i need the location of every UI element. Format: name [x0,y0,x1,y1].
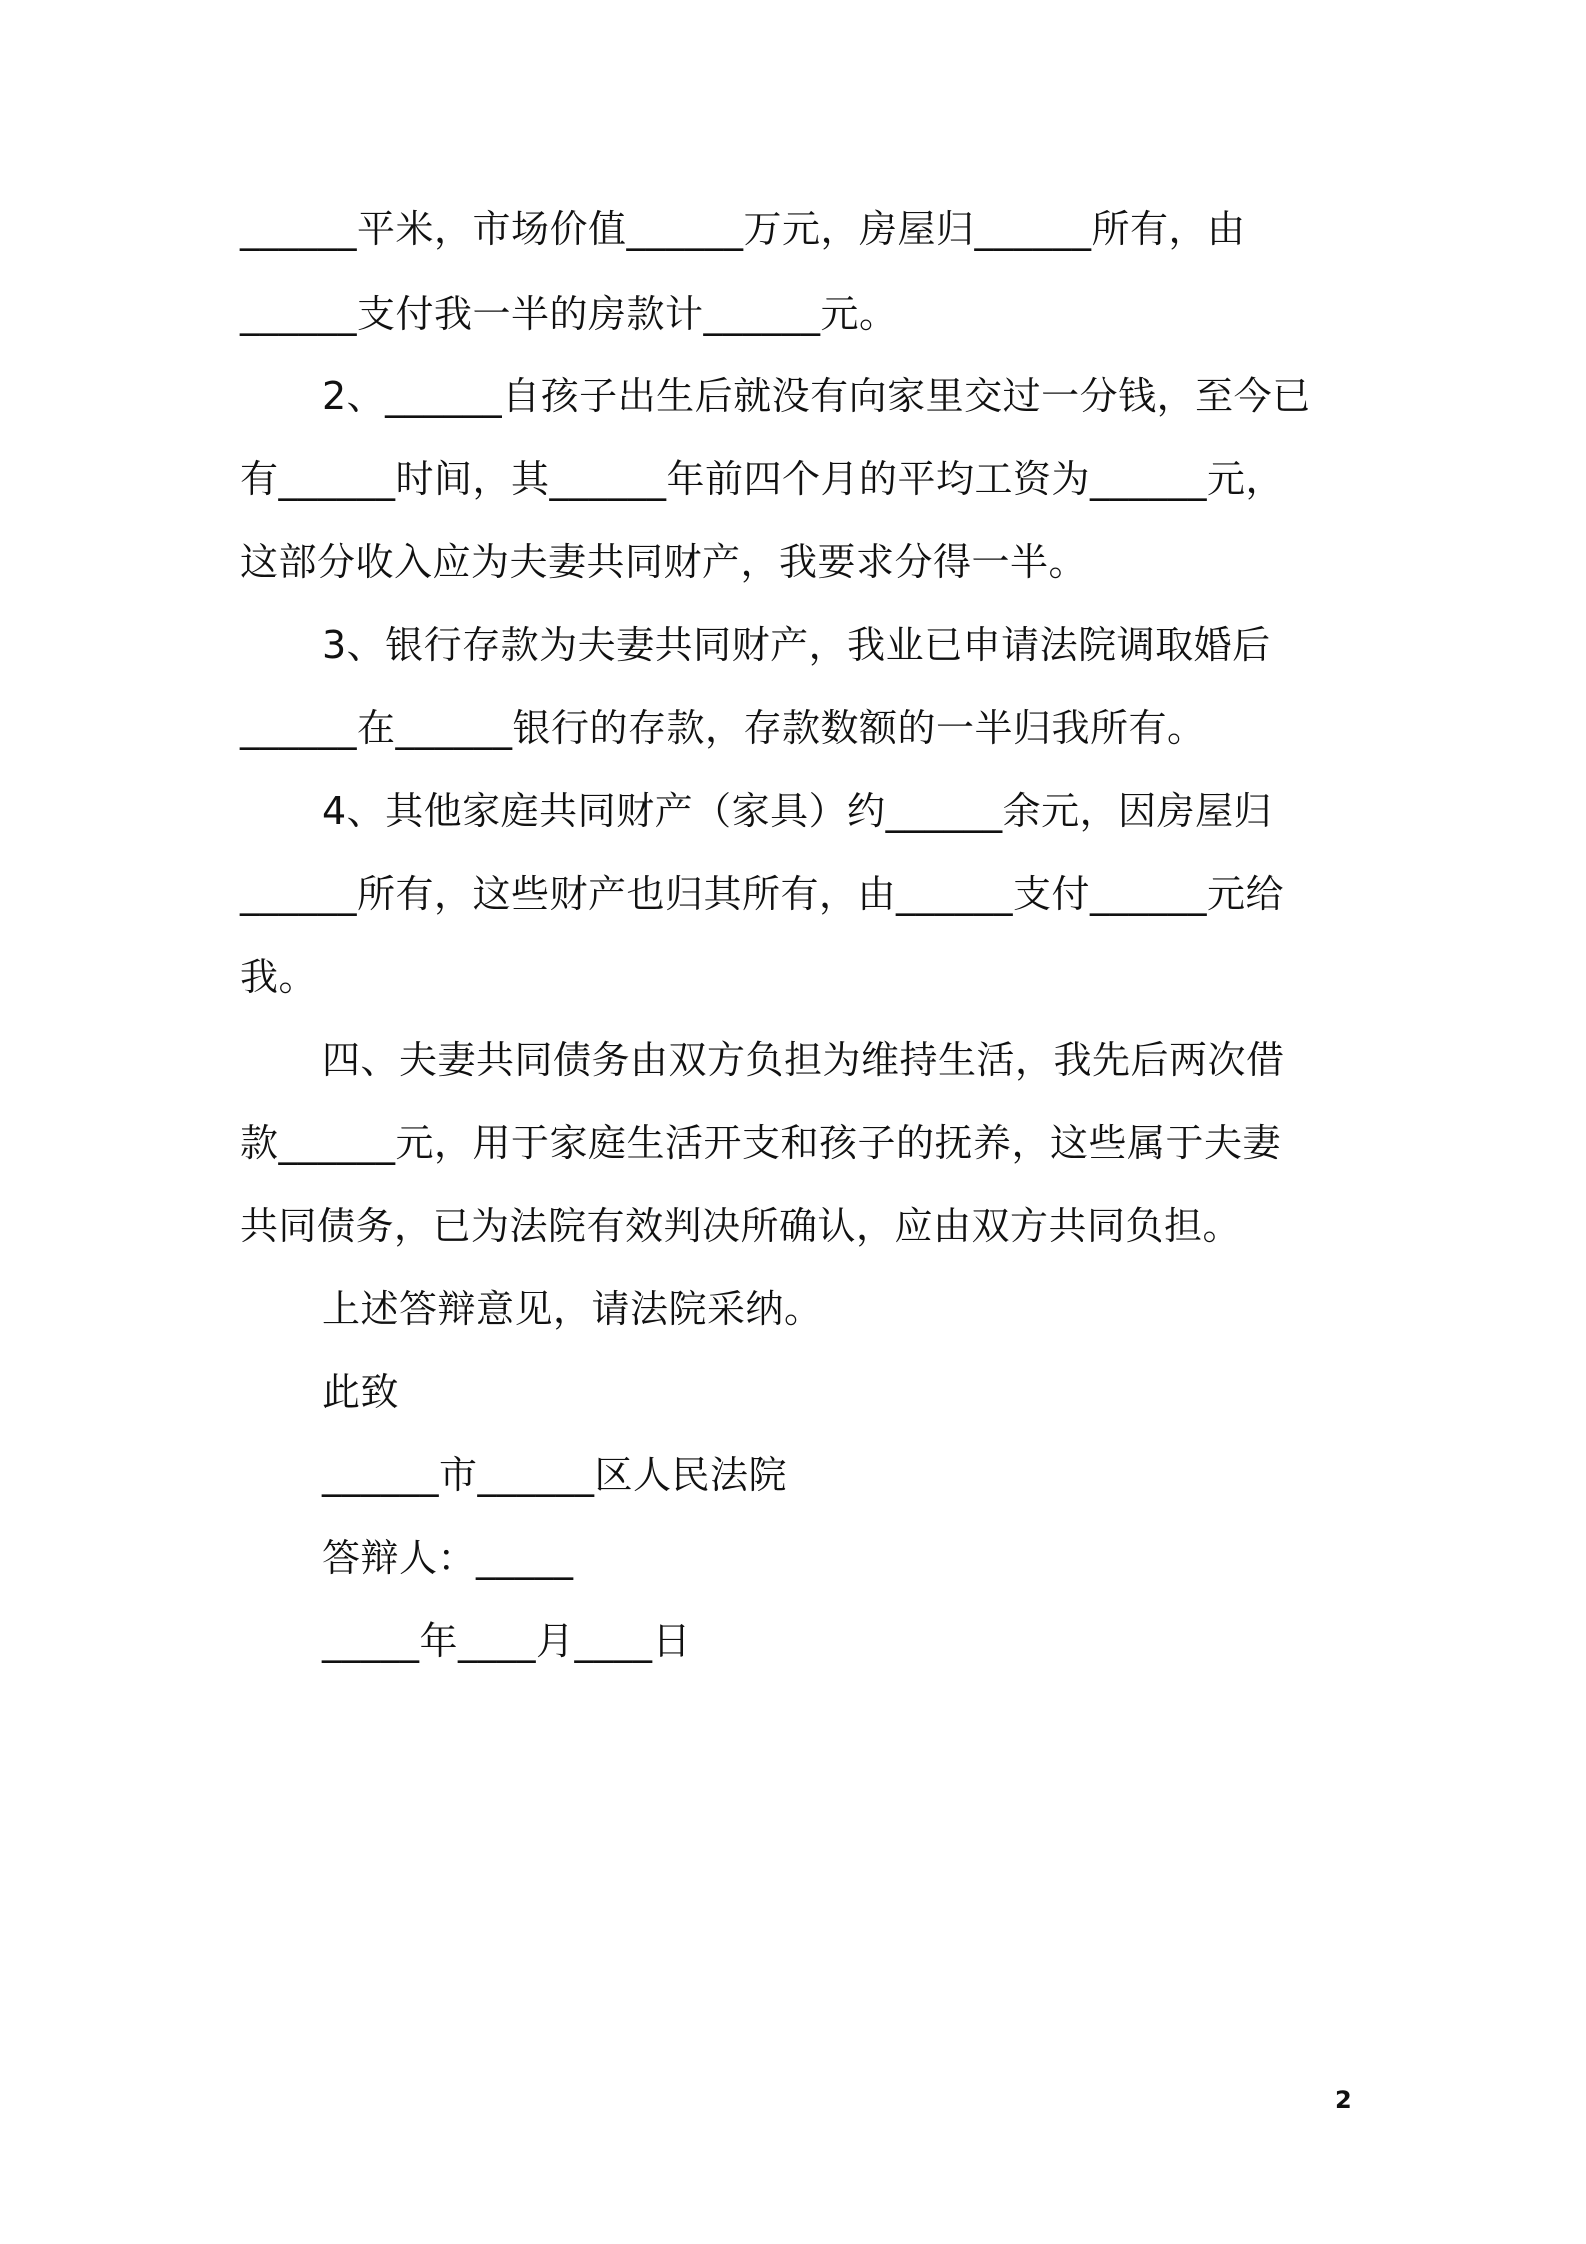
text-line: ______支付我一半的房款计______元。 [240,292,898,336]
text-line: 上述答辩意见，请法院采纳。 [322,1287,823,1331]
text-line: 2、______自孩子出生后就没有向家里交过一分钱，至今已 [322,374,1311,418]
text-line: 我。 [240,955,318,999]
text-line: ______所有，这些财产也归其所有，由______支付______元给 [240,872,1285,916]
salutation: 此致 [322,1370,400,1414]
text-line: 四、夫妻共同债务由双方负担为维持生活，我先后两次借 [322,1038,1285,1082]
respondent-signature: 答辩人：_____ [322,1536,574,1580]
text-line: 4、其他家庭共同财产（家具）约______余元，因房屋归 [322,789,1273,833]
text-line: 共同债务，已为法院有效判决所确认，应由双方共同负担。 [240,1204,1242,1248]
text-line: 有______时间，其______年前四个月的平均工资为______元， [240,457,1285,501]
date-line: _____年____月____日 [322,1619,692,1663]
text-line: ______平米，市场价值______万元，房屋归______所有，由 [240,207,1246,251]
text-line: 3、银行存款为夫妻共同财产，我业已申请法院调取婚后 [322,623,1271,667]
page-number: 2 [1335,2086,1352,2114]
text-line: 这部分收入应为夫妻共同财产，我要求分得一半。 [240,540,1088,584]
court-name: ______市______区人民法院 [322,1453,788,1497]
text-line: 款______元，用于家庭生活开支和孩子的抚养，这些属于夫妻 [240,1121,1282,1165]
text-line: ______在______银行的存款，存款数额的一半归我所有。 [240,706,1206,750]
